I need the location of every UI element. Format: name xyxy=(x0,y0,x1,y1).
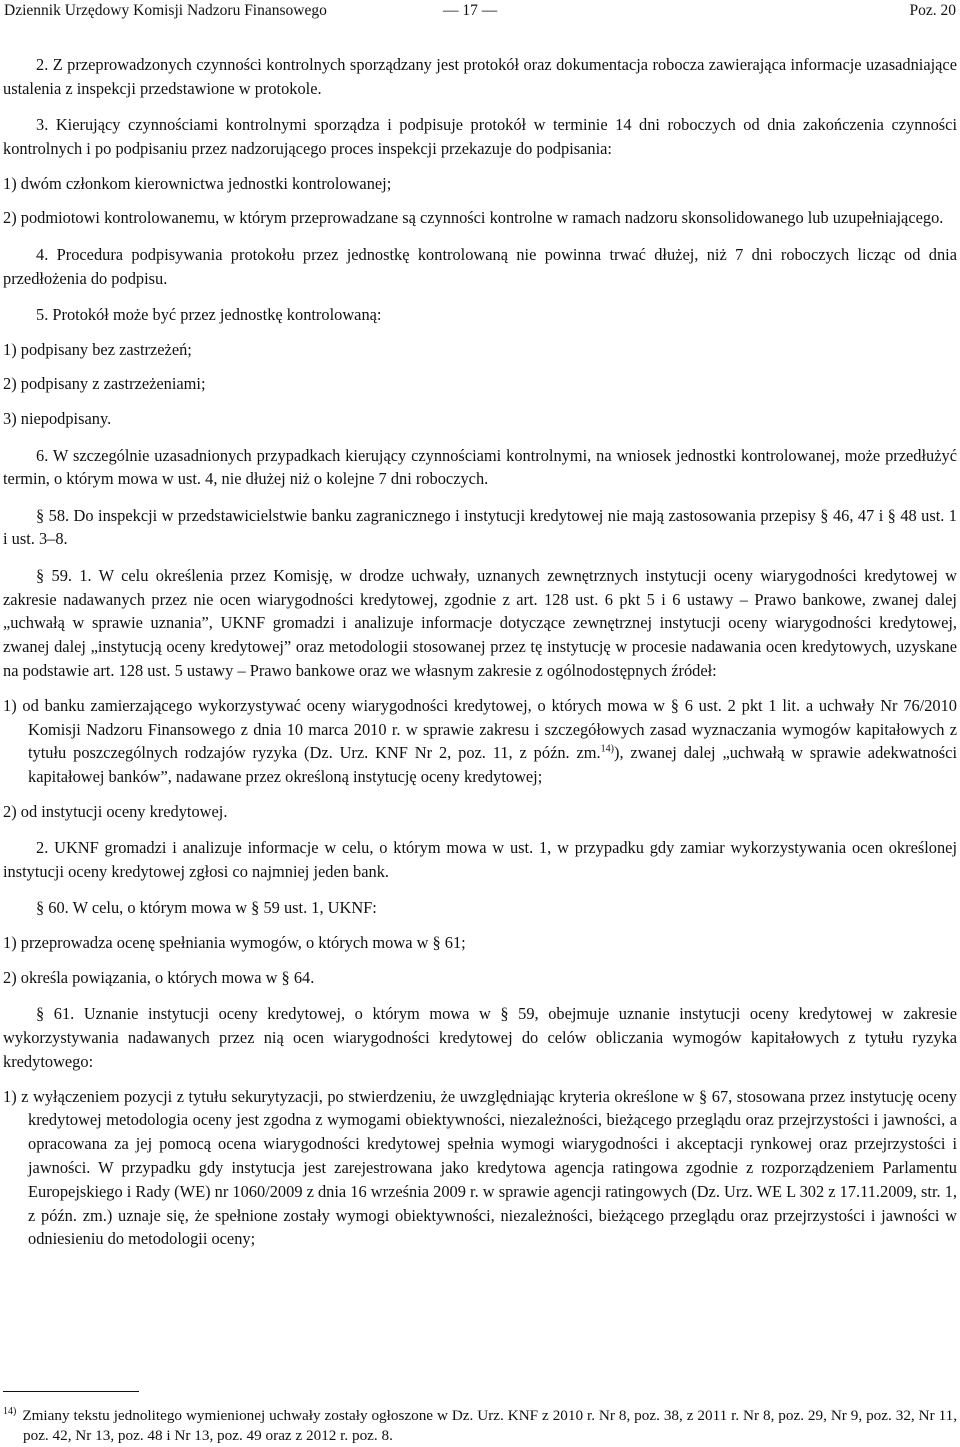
paragraph-4: 4. Procedura podpisywania protokołu przez jednostkę kontrolowaną nie powinna trwać dłużej, niż 7 dni roboczych licząc od dnia przedłożenia do podpisu. xyxy=(3,244,957,288)
footnote xyxy=(3,1406,957,1446)
paragraph-5: 5. Protokół może być przez jednostkę kontrolowaną: xyxy=(36,304,382,324)
section-61: § 61. Uznanie instytucji oceny kredytowej, o którym mowa w § 59, obejmuje uznanie instytucji oceny kredytowej w zakresie wykorzystywania nadawanych przez nią ocen wiarygodności kredytowej do celów obliczania wymogów kapitałowych z tytułu ryzyka kredytowego: xyxy=(3,1004,957,1071)
list-item xyxy=(3,694,957,789)
section-59-paragraph-2: 2. UKNF gromadzi i analizuje informacje w celu, o którym mowa w ust. 1, w przypadku gdy zamiar wykorzystywania ocen określonej instytucji oceny kredytowej zgłosi co najmniej jeden bank. xyxy=(3,838,957,882)
list-item: 2) podpisany z zastrzeżeniami; xyxy=(3,374,206,394)
list-item: 1) dwóm członkom kierownictwa jednostki kontrolowanej; xyxy=(3,173,392,193)
list-item: 2) określa powiązania, o których mowa w § 64. xyxy=(3,967,315,987)
page-header xyxy=(0,0,960,22)
position-number: Poz. 20 xyxy=(909,2,956,19)
list-item: 2) podmiotowi kontrolowanemu, w którym przeprowadzane są czynności kontrolne w ramach nadzoru skonsolidowanego lub uzupełniającego. xyxy=(3,208,944,228)
section-60: § 60. W celu, o którym mowa w § 59 ust. 1, UKNF: xyxy=(36,898,377,918)
footnote-mark: 14) xyxy=(3,1405,17,1417)
page-number: — 17 — xyxy=(443,2,498,19)
section-58: § 58. Do inspekcji w przedstawicielstwie banku zagranicznego i instytucji kredytowej nie mają zastosowania przepisy § 46, 47 i § 48 ust. 1 i ust. 3–8. xyxy=(3,505,957,549)
list-item: 1) z wyłączeniem pozycji z tytułu sekurytyzacji, po stwierdzeniu, że uwzględniając kryteria określone w § 67, stosowana przez instytucję oceny kredytowej metodologia oceny jest zgodna z wymogami obiektywności, niezależności, bieżącego przeglądu oraz przejrzystości i jawności, a opracowana za jej pomocą ocena wiarygodności kredytowej spełnia wymogi wiarygodności i akceptacji rynkowej oraz przejrzystości i jawności. W przypadku gdy instytucja jest zarejestrowana jako kredytowa agencja ratingowa zgodnie z rozporządzeniem Parlamentu Europejskiego i Rady (WE) nr 1060/2009 z dnia 16 września 2009 r. w sprawie agencji ratingowych (Dz. Urz. WE L 302 z 17.11.2009, str. 1, z późn. zm.) uznaje się, że spełnione zostały wymogi obiektywności, niezależności, bieżącego przeglądu oraz przejrzystości i jawności w odniesieniu do metodologii oceny; xyxy=(3,1086,957,1249)
list-item: 2) od instytucji oceny kredytowej. xyxy=(3,801,228,821)
footnote-text: Zmiany tekstu jednolitego wymienionej uchwały zostały ogłoszone w Dz. Urz. KNF z 2010 r. Nr 8, poz. 38, z 2011 r. Nr 8, poz. 29, Nr 9, poz. 32, Nr 11, poz. 42, Nr 13, poz. 48 i Nr 13, poz. 49 oraz z 2012 r. poz. 8. xyxy=(22,1407,957,1444)
list-item-text: 1) od banku zamierzającego wykorzystywać oceny wiarygodności kredytowej, o których mowa w § 6 ust. 2 pkt 1 lit. a uchwały Nr 76/2010 Komisji Nadzoru Finansowego z dnia 10 marca 2010 r. w sprawie zakresu i szczegółowych zasad wyznaczania wymogów kapitałowych z tytułu poszczególnych rodzajów ryzyka (Dz. Urz. KNF Nr 2, poz. 11, z późn. zm. xyxy=(3,695,957,763)
paragraph-3: 3. Kierujący czynnościami kontrolnymi sporządza i podpisuje protokół w terminie 14 dni roboczych od dnia zakończenia czynności kontrolnych i po podpisaniu przez nadzorującego proces inspekcji przekazuje do podpisania: xyxy=(3,115,957,158)
footnote-reference: 14) xyxy=(600,743,614,755)
journal-title: Dziennik Urzędowy Komisji Nadzoru Finansowego xyxy=(4,2,327,19)
footnote-divider xyxy=(3,1391,139,1392)
list-item-text: ), zwanej dalej „uchwałą w sprawie adekwatności kapitałowej banków”, nadawane przez określoną instytucję oceny kredytowej; xyxy=(28,743,957,787)
list-item: 1) przeprowadza ocenę spełniania wymogów, o których mowa w § 61; xyxy=(3,933,466,953)
section-59: § 59. 1. W celu określenia przez Komisję, w drodze uchwały, uznanych zewnętrznych instytucji oceny wiarygodności kredytowej w zakresie nadawanych przez nie ocen wiarygodności kredytowej, zgodnie z art. 128 ust. 6 pkt 5 i 6 ustawy – Prawo bankowe, zwanej dalej „uchwałą w sprawie uznania”, UKNF gromadzi i analizuje informacje dotyczące zewnętrznej instytucji oceny wiarygodności kredytowej, zwanej dalej „instytucją oceny kredytowej” oraz metodologii stosowanej przez tę instytucję w procesie nadawania ocen kredytowych, uzyskane na podstawie art. 128 ust. 5 ustawy – Prawo bankowe oraz we własnym zakresie z ogólnodostępnych źródeł: xyxy=(3,565,957,680)
list-item: 1) podpisany bez zastrzeżeń; xyxy=(3,339,192,359)
document-body xyxy=(3,53,957,1262)
paragraph-6: 6. W szczególnie uzasadnionych przypadkach kierujący czynnościami kontrolnymi, na wniosek jednostki kontrolowanej, może przedłużyć termin, o którym mowa w ust. 4, nie dłużej niż o kolejne 7 dni roboczych. xyxy=(3,445,957,489)
paragraph-2: 2. Z przeprowadzonych czynności kontrolnych sporządzany jest protokół oraz dokumentacja robocza zawierająca informacje uzasadniające ustalenia z inspekcji przedstawione w protokole. xyxy=(3,55,957,98)
list-item: 3) niepodpisany. xyxy=(3,409,112,429)
